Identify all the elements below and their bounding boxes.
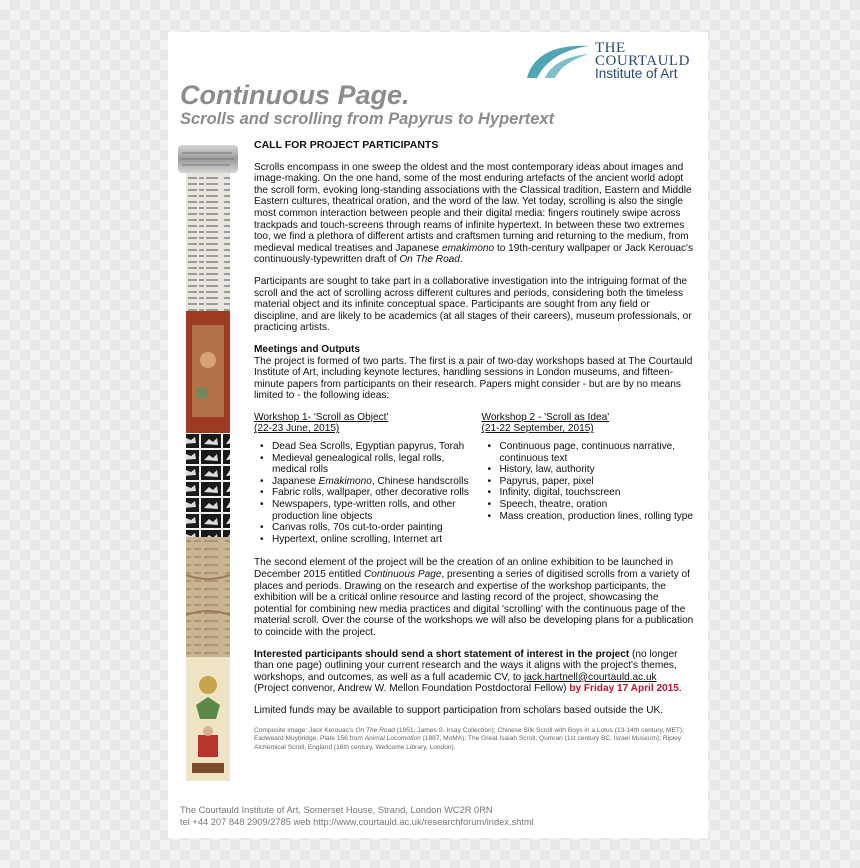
participants-paragraph: Participants are sought to take part in a collaborative investigation into the intriguing format of the scroll and the act of scrolling across different cultures and periods, considering both the timeless material object and its infinite conceptual space. Participants are sought from any field or discipline, and are likely to be academics (at all stages of their careers), museum professionals, or practicing artists. <box>254 275 692 334</box>
list-item: • Mass creation, production lines, rolling type <box>491 511 694 523</box>
list-item: • Speech, theatre, oration <box>491 499 694 511</box>
list-item: • Newspapers, type-written rolls, and other production line objects <box>264 499 471 522</box>
composite-scroll-image <box>178 145 238 781</box>
intro-text-1: Scrolls encompass in one sweep the oldest and the most contemporary ideas about images and image-making. On the one hand, some of the most enduring artefacts of the ancient world adopt the scroll form, evoking long-standing associations with the Classical tradition, Eastern and Middle Eastern cultures, theatrical oration, and the word of the law. Yet today, scrolling is also the single most common interaction between people and their digital media: fingers routinely swipe across trackpads and touch-screens through reams of infinite hypertext. In between these two extremes too, we find a plethora of different artists and craftsmen turning and returning to the medium, from medieval medical treatises and Japanese <box>254 161 692 254</box>
caption-em-1: On The Road <box>355 726 395 734</box>
workshop2-column <box>481 412 694 546</box>
interest-end: . <box>678 683 682 695</box>
page-title: Continuous Page. <box>180 80 410 110</box>
swirl-logo-icon <box>523 40 593 80</box>
page-footer <box>180 804 534 828</box>
call-heading: CALL FOR PROJECT PARTICIPANTS <box>254 139 439 151</box>
list-item: • Canvas rolls, 70s cut-to-order painting <box>264 522 471 534</box>
list-item-text: Japanese <box>272 475 319 487</box>
interest-paragraph <box>254 649 694 695</box>
workshop1-title: Workshop 1- 'Scroll as Object' <box>254 411 389 423</box>
exhibition-paragraph <box>254 557 694 638</box>
list-item: • Papyrus, paper, pixel <box>491 476 694 488</box>
list-item: • Fabric rolls, wallpaper, other decorative rolls <box>264 487 471 499</box>
workshop2-date: (21-22 September, 2015) <box>481 423 594 435</box>
list-item-text: , Chinese handscrolls <box>371 475 469 487</box>
deadline-text: by Friday 17 April 2015 <box>569 683 679 695</box>
main-content <box>254 140 694 752</box>
workshop1-list <box>254 441 471 545</box>
list-item: • Hypertext, online scrolling, Internet art <box>264 534 471 546</box>
intro-text-3: . <box>459 254 463 266</box>
workshop2-title: Workshop 2 - 'Scroll as Idea' <box>481 411 610 423</box>
workshop1-date: (22-23 June, 2015) <box>254 423 340 435</box>
interest-text-2: (Project convenor, Andrew W. Mellon Foundation Postdoctoral Fellow) <box>254 683 570 695</box>
funds-paragraph: Limited funds may be available to support participation from scholars based outside the UK. <box>254 704 664 716</box>
interest-text-1: (no longer than one page) outlining your current research and the ways it aligns with the project's themes, workshops, and outcomes, as well as a full academic CV, to <box>254 648 678 683</box>
footer-contact: tel +44 207 848 2909/2785 web http://www.courtauld.ac.uk/researchforum/index.shtml <box>180 817 534 827</box>
exhibition-title: Continuous Page <box>363 569 442 580</box>
list-item: • Dead Sea Scrolls, Egyptian papyrus, Torah <box>264 441 471 453</box>
meetings-paragraph: The project is formed of two parts. The first is a pair of two-day workshops based at The Courtauld Institute of Art, including keynote lectures, handling sessions in London museums, and fifteen-minute papers from participants on their research. Papers might consider - but are by no means limited to - the following ideas: <box>254 355 693 402</box>
interest-bold-text: Interested participants should send a short statement of interest in the project <box>254 648 630 660</box>
page-subtitle: Scrolls and scrolling from Papyrus to Hypertext <box>180 110 555 128</box>
caption-text-2: (1951, James S. Irsay Collection); Chinese Silk Scroll with Boys in a Lotus (13-14th century, MET); Eadweard Muybridge, Plate 156 from <box>254 726 684 743</box>
intro-paragraph <box>254 162 694 266</box>
workshop1-column <box>254 412 471 546</box>
courtauld-logo <box>523 40 691 80</box>
logo-line-the: THE <box>595 40 626 56</box>
meetings-heading: Meetings and Outputs <box>254 343 360 355</box>
image-caption <box>254 727 694 753</box>
intro-text-2: to 19th-century wallpaper or Jack Kerouac's continuously-typewritten draft of <box>254 242 694 266</box>
exhibition-text-1: The second element of the project will be the creation of an online exhibition to be launched in December 2015 entitled <box>254 557 674 580</box>
email-link[interactable]: jack.hartnell@courtauld.ac.uk <box>524 671 657 683</box>
list-item: • Medieval genealogical rolls, legal rolls, medical rolls <box>264 453 471 476</box>
list-item-emakimono: Emakimono <box>318 475 372 487</box>
workshop-columns <box>254 412 694 546</box>
list-item: • History, law, authority <box>491 464 694 476</box>
caption-em-2: Animal Locomotion <box>364 735 421 743</box>
footer-address: The Courtauld Institute of Art, Somerset House, Strand, London WC2R 0RN <box>180 805 493 815</box>
flyer-page <box>168 32 708 838</box>
logo-line-courtauld: COURTAULD <box>595 53 690 69</box>
intro-on-the-road: On The Road <box>399 254 460 266</box>
caption-text-1: Composite image: Jack Kerouac's <box>254 726 356 734</box>
intro-emakimono: emakimono <box>441 242 495 254</box>
workshop2-list <box>481 441 694 522</box>
list-item <box>264 476 471 488</box>
logo-line-institute: Institute of Art <box>595 66 678 81</box>
exhibition-text-2: , presenting a series of digitised scrolls from a variety of places and periods. Drawing on the research and expertise of the workshop participants, the exhibition will be a critical online resource and lasting record of the project, showcasing the potential for combining new media practices and digital 'scrolling' with the continuous page of the material scroll. Over the course of the workshops we will also be developing plans for a publication to coincide with the project. <box>254 569 694 638</box>
list-item: • Infinity, digital, touchscreen <box>491 487 694 499</box>
caption-text-3: (1887, MoMA); The Great Isaiah Scroll, Qumran (1st century BC, Israel Museum); Ripley Alchemical Scroll, England (16th century, Wellcome Library, London). <box>254 735 682 751</box>
list-item: • Continuous page, continuous narrative, continuous text <box>491 441 694 464</box>
